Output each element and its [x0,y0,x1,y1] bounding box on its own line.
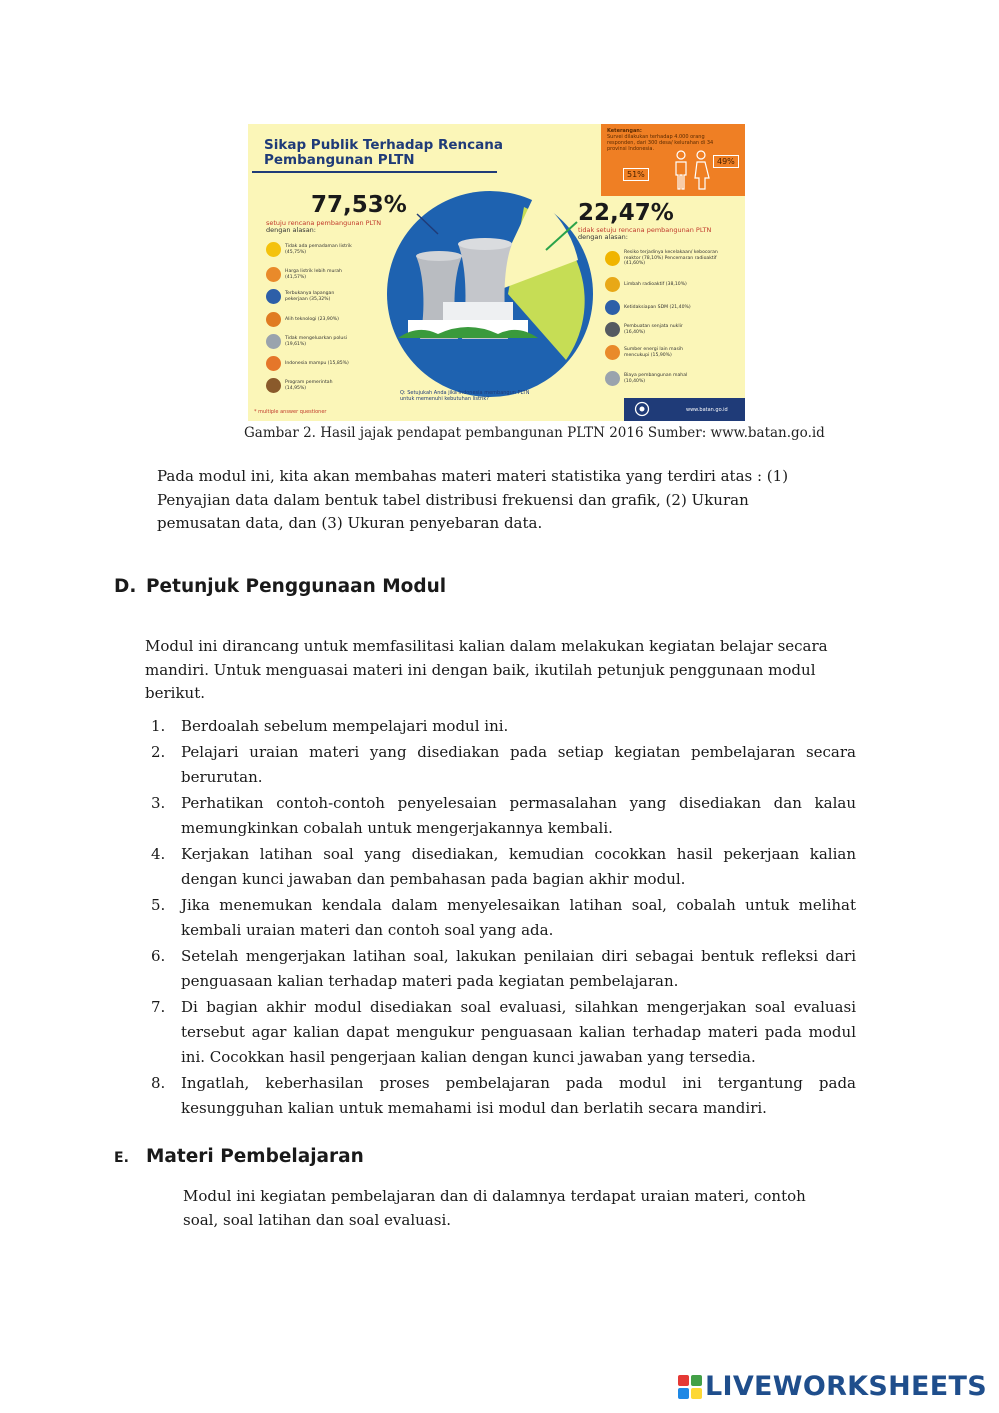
instruction-list [145,714,856,1122]
list-item-text: Jika menemukan kendala dalam menyelesaikan latihan soal, cobalah untuk melihat kembali uraian materi dan contoh soal yang ada. [181,896,856,939]
list-item [145,740,856,790]
list-item-text: Berdoalah sebelum mempelajari modul ini. [181,717,509,735]
document-icon [266,378,281,393]
list-item-number: 2. [151,743,166,761]
disagree-reason: Resiko terjadinya kecelakaan/ kebocoran reaktor (78,10%) Pencemaran radioaktif (41,60%) [605,250,734,267]
agree-reason: Terbukanya lapangan pekerjaan (35,32%) [266,289,355,304]
lightbulb-icon [266,242,281,257]
site-url: www.batan.go.id [686,407,728,413]
list-item-text: Di bagian akhir modul disediakan soal evaluasi, silahkan mengerjakan soal evaluasi tersebut agar kalian dapat mengukur penguasaan kalian terhadap materi pada modul ini. Cocokkan hasil pengerjaan kalian dengan kunci jawaban yang tersedia. [181,998,856,1066]
section-e-text: Modul ini kegiatan pembelajaran dan di dalamnya terdapat uraian materi, contoh soal, soal latihan dan soal evaluasi. [183,1187,806,1229]
liveworksheets-logo [678,1371,987,1402]
list-item [145,944,856,994]
list-item-text: Perhatikan contoh-contoh penyelesaian permasalahan yang disediakan dan kalau memungkinkan cobalah untuk mengerjakannya kembali. [181,794,856,837]
agree-reason: Indonesia mampu (15,85%) [266,356,355,371]
agree-label: setuju rencana pembangunan PLTN dengan alasan: [266,219,382,234]
list-item-number: 4. [151,845,166,863]
disagree-reason: Limbah radioaktif (38,10%) [605,277,694,292]
money-icon [605,371,620,386]
list-item [145,1071,856,1121]
brand-name: LIVEWORKSHEETS [704,1371,987,1402]
section-e-heading: E. Materi Pembelajaran [114,1146,364,1167]
infographic-image [248,124,745,421]
list-item [145,791,856,841]
figure-caption: Gambar 2. Hasil jajak pendapat pembangunan PLTN 2016 Sumber: www.batan.go.id [244,425,825,441]
intro-paragraph: Pada modul ini, kita akan membahas materi materi statistika yang terdiri atas : (1) Penyajian data dalam bentuk tabel distribusi frekuensi dan grafik, (2) Ukuran pemusatan data, dan (3) Ukuran penyebaran data. [157,467,789,532]
list-item-number: 5. [151,896,166,914]
agree-reason: Tidak ada pemadaman listrik (45,75%) [266,242,355,257]
infographic-title: Sikap Publik Terhadap Rencana Pembangunan PLTN [264,137,503,168]
lightning-icon [605,345,620,360]
agree-percent: 77,53% [311,192,407,218]
list-item-text: Ingatlah, keberhasilan proses pembelajaran pada modul ini tergantung pada kesungguhan kalian untuk memahami isi modul dan berlatih secara mandiri. [181,1074,856,1117]
list-item-text: Pelajari uraian materi yang disediakan pada setiap kegiatan pembelajaran secara berurutan. [181,743,856,786]
survey-question: Q: Setujukah Anda jika Indonesia membangun PLTN untuk memenuhi kebutuhan listrik? [400,390,530,402]
list-item-number: 1. [151,717,166,735]
section-d-intro: Modul ini dirancang untuk memfasilitasi kalian dalam melakukan kegiatan belajar secara mandiri. Untuk menguasai materi ini dengan baik, ikutilah petunjuk penggunaan modul berikut. [145,637,828,702]
section-d-heading: D. Petunjuk Penggunaan Modul [114,576,447,597]
list-item [145,714,856,739]
list-item [145,995,856,1070]
workers-icon [266,289,281,304]
list-item-number: 7. [151,998,166,1016]
list-item-text: Setelah mengerjakan latihan soal, lakukan penilaian diri sebagai bentuk refleksi dari penguasaan kalian terhadap materi pada kegiatan pembelajaran. [181,947,856,990]
female-percent-badge: 49% [713,155,739,168]
disagree-reason: Ketidaksiapan SDM (21,40%) [605,300,694,315]
footer-bar [624,398,745,421]
batan-logo-icon [634,401,650,417]
agree-reason: Tidak mengeluarkan polusi (19,61%) [266,334,355,349]
list-item-text: Kerjakan latihan soal yang disediakan, kemudian cocokkan hasil pekerjaan kalian dengan kunci jawaban dan pembahasan pada bagian akhir modul. [181,845,856,888]
weapon-icon [605,322,620,337]
people-group-icon [605,300,620,315]
list-item-number: 6. [151,947,166,965]
strong-icon [266,356,281,371]
list-item [145,893,856,943]
disagree-percent: 22,47% [578,200,674,226]
radiation-icon [605,251,620,266]
waste-barrel-icon [605,277,620,292]
agree-reason: Harga listrik lebih murah (41,57%) [266,267,355,282]
disagree-label: tidak setuju rencana pembangunan PLTN dengan alasan: [578,226,712,241]
cloud-icon [266,334,281,349]
disagree-reason: Pembuatan senjata nuklir (16,40%) [605,322,694,337]
male-percent-badge: 51% [623,168,649,181]
respondent-panel: Keterangan: Survei dilakukan terhadap 4.000 orang responden, dari 300 desa/ kelurahan di 34 provinsi Indonesia. 51% 49% [601,124,745,196]
logo-tiles-icon [678,1375,702,1399]
agree-reason: Program pemerintah (14,95%) [266,378,355,393]
list-item-number: 3. [151,794,166,812]
disagree-reason: Sumber energi lain masih mencukupi (15,90%) [605,345,694,360]
technology-icon [266,312,281,327]
footnote: * multiple answer questioner [254,409,327,415]
price-icon [266,267,281,282]
list-item [145,842,856,892]
disagree-reason: Biaya pembangunan mahal (10,40%) [605,371,694,386]
agree-reason: Alih teknologi (23,90%) [266,312,355,327]
list-item-number: 8. [151,1074,166,1092]
